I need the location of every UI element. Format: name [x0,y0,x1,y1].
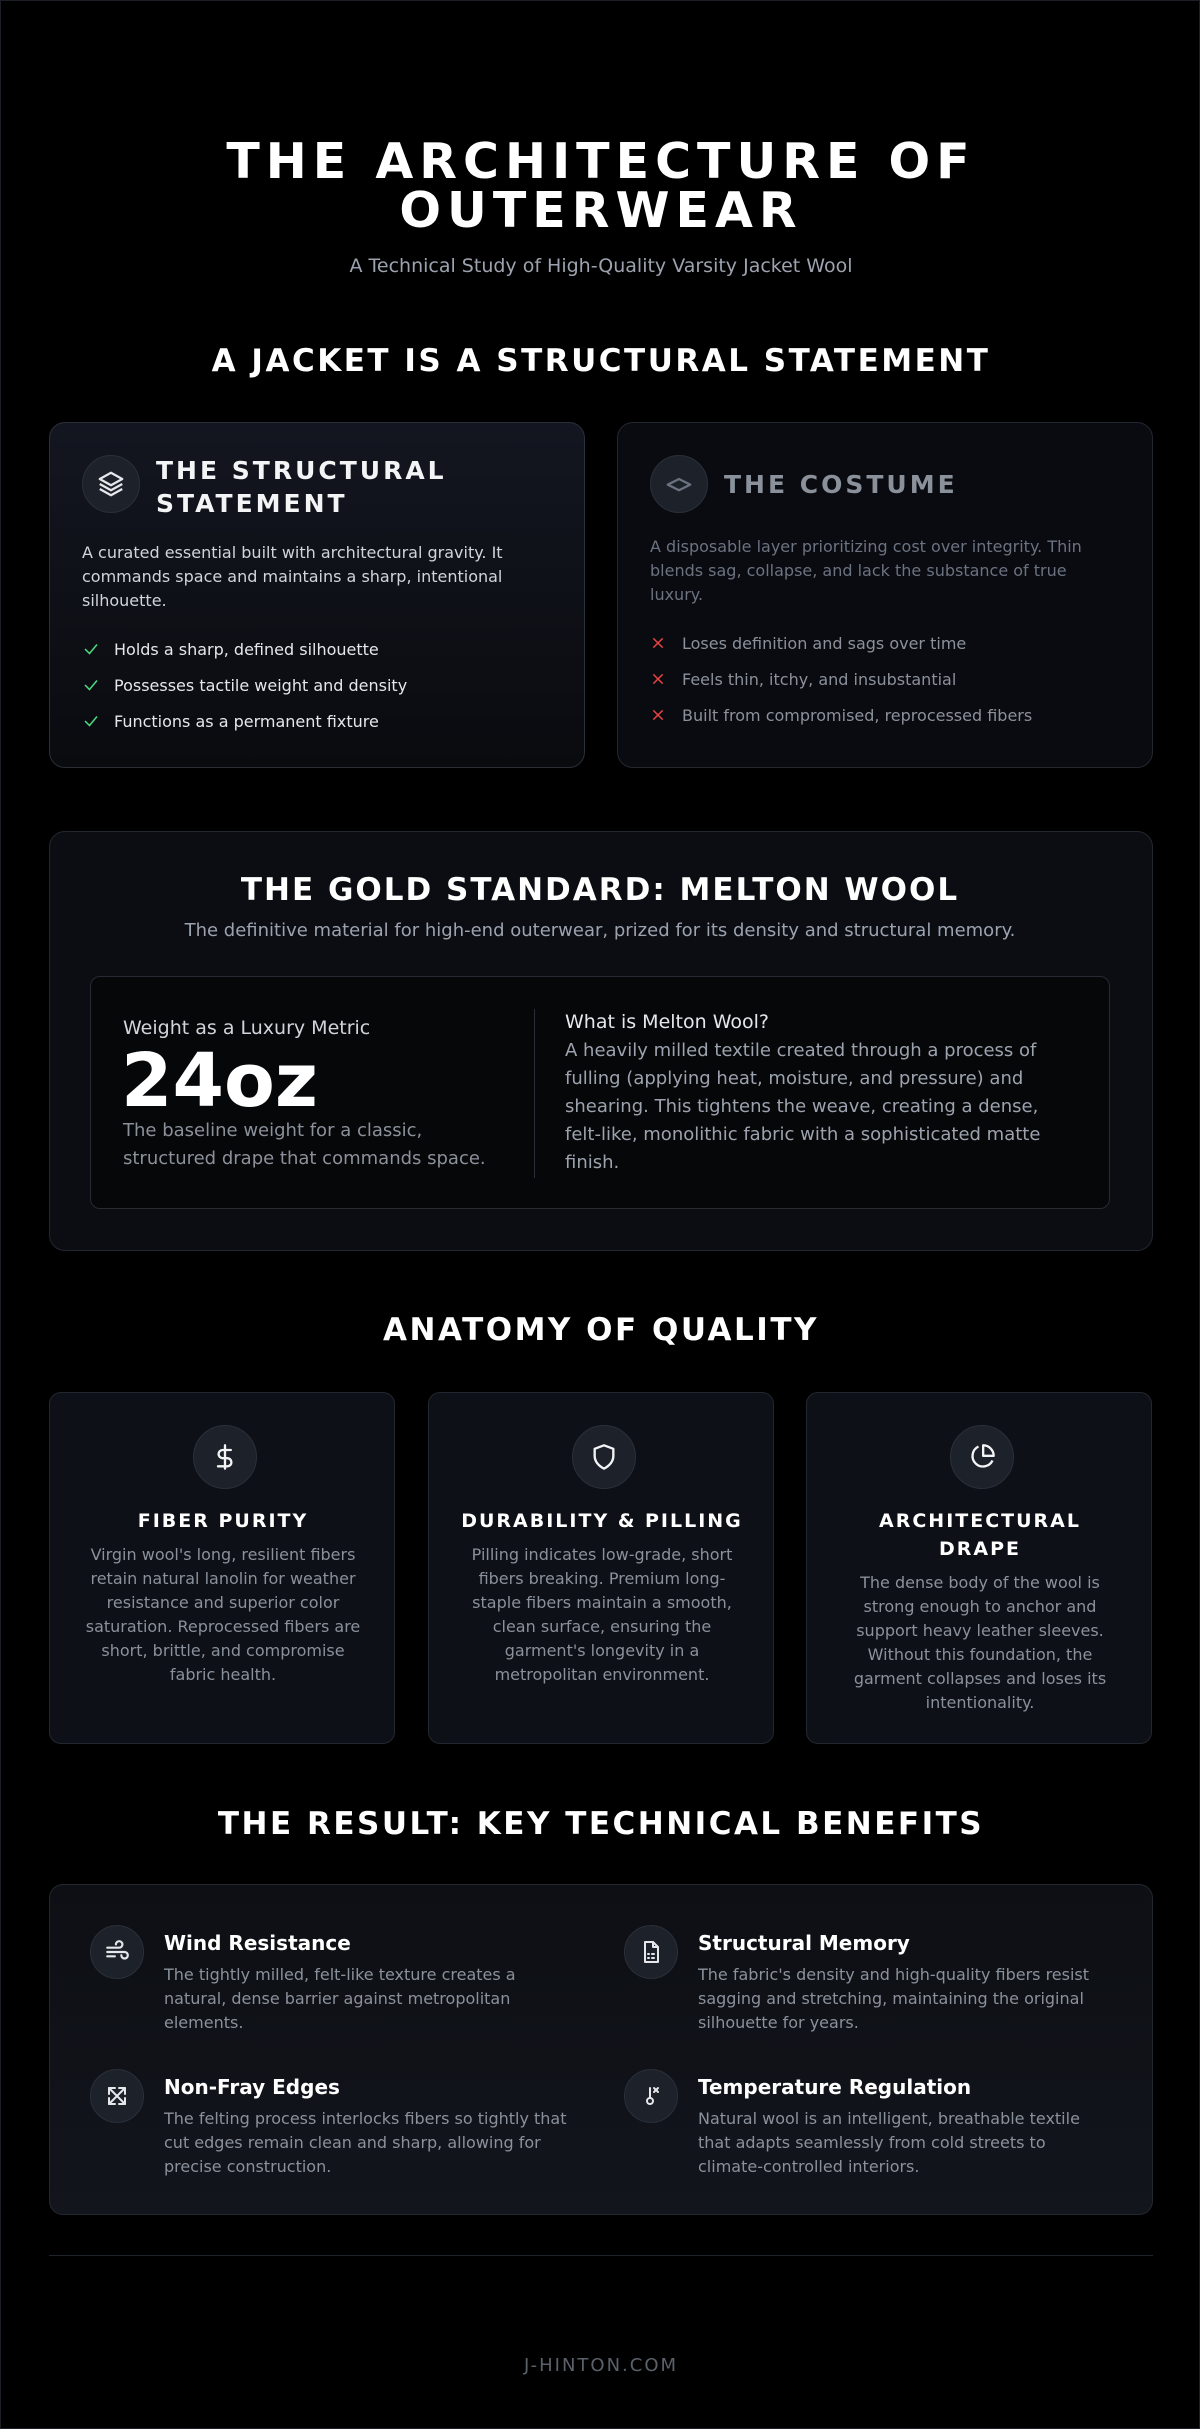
list-item [82,709,407,733]
quality-card-title [827,1507,1133,1563]
quality-card-title: FIBER PURITY [137,1510,309,1532]
x-icon [650,671,682,687]
benefit-title: Temperature Regulation [698,2075,972,2099]
anatomy-heading: ANATOMY OF QUALITY [383,1312,819,1348]
thermometer-icon [624,2069,678,2123]
footer-link[interactable]: J-HINTON.COM [523,2355,679,2376]
list-item [82,637,407,661]
quality-card-fiber-purity [49,1392,395,1744]
list-item [650,631,1032,655]
costume-description: A disposable layer prioritizing cost over integrity. Thin blends sag, collapse, and lack the substance of true luxury. [650,537,1082,604]
list-item-label: Holds a sharp, defined silhouette [114,639,379,659]
metric-label: Weight as a Luxury Metric [123,1017,371,1039]
structural-card [49,422,585,768]
x-icon [650,707,682,723]
x-icon [650,635,682,651]
metric-note: The baseline weight for a classic, structured drape that commands space. [123,1120,486,1169]
melton-subtitle: The definitive material for high-end outerwear, prized for its density and structural memory. [184,920,1016,941]
costume-card [617,422,1153,768]
quality-card-drape [806,1392,1152,1744]
check-icon [82,676,114,694]
dollar-icon [193,1425,257,1489]
check-icon [82,712,114,730]
check-icon [82,640,114,658]
document-icon [624,1925,678,1979]
quality-card-text: The dense body of the wool is strong enough to anchor and support heavy leather sleeves. Without this foundation, the garment collapses and loses its intentionality. [853,1573,1107,1712]
list-item [650,703,1032,727]
wind-icon [90,1925,144,1979]
list-item-label: Possesses tactile weight and density [114,675,408,695]
melton-section [49,831,1153,1251]
hero [1,133,1200,277]
melton-title: THE GOLD STANDARD: MELTON WOOL [240,872,960,908]
footer-divider [49,2255,1153,2256]
comparison-heading: A JACKET IS A STRUCTURAL STATEMENT [211,343,991,379]
shield-icon [572,1425,636,1489]
benefit-title: Non-Fray Edges [164,2075,340,2099]
structural-description: A curated essential built with architectural gravity. It commands space and maintains a sharp, intentional silhouette. [82,543,503,610]
flat-layer-icon [650,455,708,513]
quality-card-title-line1: ARCHITECTURAL [879,1510,1081,1532]
structural-title [156,454,447,520]
benefit-text: Natural wool is an intelligent, breathable textile that adapts seamlessly from cold streets to climate-controlled interiors. [698,2109,1080,2176]
benefits-panel [49,1884,1153,2215]
benefit-title: Wind Resistance [164,1931,351,1955]
what-title: What is Melton Wool? [565,1011,769,1033]
page-title-line1: THE ARCHITECTURE OF [226,133,976,190]
pie-chart-icon [950,1425,1014,1489]
costume-list [650,631,1032,739]
quality-card-text: Pilling indicates low-grade, short fibers breaking. Premium long-staple fibers maintain a smooth, clean surface, ensuring the garment's longevity in a metropolitan environment. [471,1545,733,1684]
expand-icon [90,2069,144,2123]
quality-card-durability [428,1392,774,1744]
list-item-label: Loses definition and sags over time [682,633,967,653]
structural-title-line2: STATEMENT [156,489,348,518]
costume-title: THE COSTUME [724,470,958,499]
benefit-text: The tightly milled, felt-like texture creates a natural, dense barrier against metropolitan elements. [164,1965,516,2032]
structural-title-line1: THE STRUCTURAL [156,456,447,485]
melton-panel [90,976,1110,1209]
quality-card-text: Virgin wool's long, resilient fibers retain natural lanolin for weather resistance and superior color saturation. Reprocessed fibers are short, brittle, and compromise fabric health. [85,1545,361,1684]
what-text: A heavily milled textile created through a process of fulling (applying heat, moisture, and pressure) and shearing. This tightens the weave, creating a dense, felt-like, monolithic fabric with a sophisticated matte finish. [565,1040,1041,1173]
metric-value: 24oz [121,1038,318,1124]
list-item-label: Built from compromised, reprocessed fibers [682,705,1033,725]
quality-card-title-line2: DRAPE [938,1538,1021,1560]
page-subtitle: A Technical Study of High-Quality Varsity Jacket Wool [349,255,853,277]
divider [534,1009,535,1178]
benefits-heading: THE RESULT: KEY TECHNICAL BENEFITS [217,1806,985,1842]
layers-icon [82,455,140,513]
quality-card-title: DURABILITY & PILLING [461,1510,743,1532]
list-item-label: Feels thin, itchy, and insubstantial [682,669,957,689]
page-title-line2: OUTERWEAR [399,182,803,239]
benefit-text: The felting process interlocks fibers so tightly that cut edges remain clean and sharp, allowing for precise construction. [164,2109,567,2176]
page-title [1,133,1200,239]
structural-list [82,637,407,745]
list-item-label: Functions as a permanent fixture [114,711,379,731]
list-item [650,667,1032,691]
list-item [82,673,407,697]
benefit-title: Structural Memory [698,1931,910,1955]
benefit-text: The fabric's density and high-quality fibers resist sagging and stretching, maintaining the original silhouette for years. [698,1965,1090,2032]
